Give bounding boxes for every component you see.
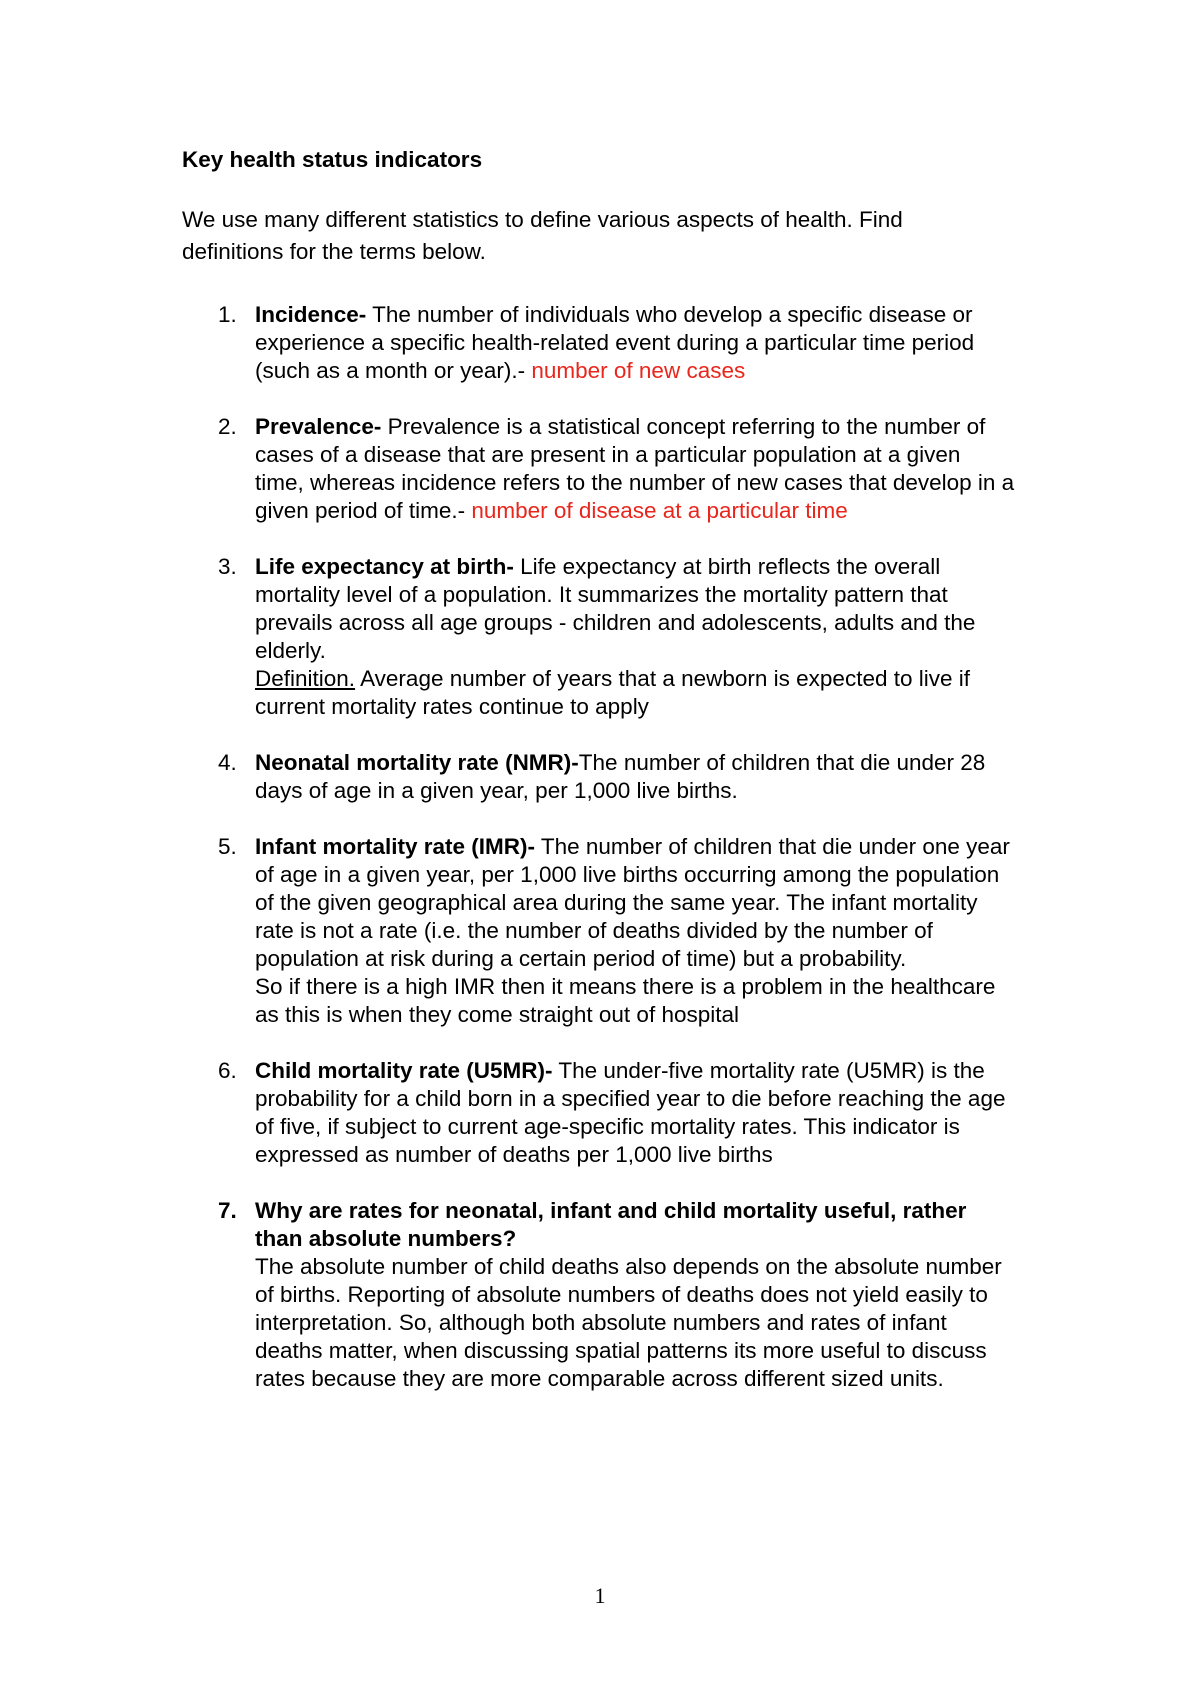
list-item-u5mr bbox=[182, 1057, 1015, 1169]
list-number: 5. bbox=[218, 834, 237, 859]
indicator-list bbox=[182, 301, 1042, 1393]
definition-text: Life expectancy at birth reflects the overall mortality level of a population. It summarizes the mortality pattern that prevails across all age groups - children and adolescents, adults and the elderly. bbox=[255, 554, 976, 663]
definition-text: The number of individuals who develop a specific disease or experience a specific health-related event during a particular time period (such as a month or year).- bbox=[255, 302, 975, 383]
term-incidence: Incidence- bbox=[255, 302, 367, 327]
document-title: Key health status indicators bbox=[182, 147, 483, 172]
list-item-nmr bbox=[182, 749, 1015, 805]
definition-text: The under-five mortality rate (U5MR) is the probability for a child born in a specified year to die before reaching the age of five, if subject to current age-specific mortality rates. This indicator is expressed as number of deaths per 1,000 live births bbox=[255, 1058, 1006, 1167]
list-number: 7. bbox=[218, 1198, 237, 1223]
document-body bbox=[182, 146, 1042, 1421]
term-prevalence: Prevalence- bbox=[255, 414, 382, 439]
list-number: 1. bbox=[218, 302, 237, 327]
definition-text: Prevalence is a statistical concept referring to the number of cases of a disease that are present in a particular population at a given time, whereas incidence refers to the number of new cases that develop in a given period of time.- bbox=[255, 414, 1015, 523]
list-number: 6. bbox=[218, 1058, 237, 1083]
list-number: 3. bbox=[218, 554, 237, 579]
red-note: number of disease at a particular time bbox=[471, 498, 848, 523]
term-imr: Infant mortality rate (IMR)- bbox=[255, 834, 536, 859]
list-number: 4. bbox=[218, 750, 237, 775]
term-u5mr: Child mortality rate (U5MR)- bbox=[255, 1058, 553, 1083]
definition-label: Definition. bbox=[255, 666, 356, 691]
term-life-expectancy: Life expectancy at birth- bbox=[255, 554, 514, 579]
list-item-life-expectancy bbox=[182, 553, 1015, 721]
answer-text: The absolute number of child deaths also depends on the absolute number of births. Reporting of absolute numbers of deaths does not yield easily to interpretation. So, although both absolute numbers and rates of infant deaths matter, when discussing spatial patterns its more useful to discuss rates because they are more comparable across different sized units. bbox=[255, 1254, 1002, 1391]
definition-detail: Average number of years that a newborn is expected to live if current mortality rates continue to apply bbox=[255, 666, 971, 719]
definition-text: The number of children that die under one year of age in a given year, per 1,000 live births occurring among the population of the given geographical area during the same year. The infant mortality rate is not a rate (i.e. the number of deaths divided by the number of population at risk during a certain period of time) but a probability. bbox=[255, 834, 1010, 971]
intro-paragraph: We use many different statistics to define various aspects of health. Find definitions for the terms below. bbox=[182, 207, 903, 264]
list-item-incidence bbox=[182, 301, 1015, 385]
definition-text: The number of children that die under 28 days of age in a given year, per 1,000 live births. bbox=[255, 750, 986, 803]
extra-note: So if there is a high IMR then it means there is a problem in the healthcare as this is when they come straight out of hospital bbox=[255, 974, 996, 1027]
list-item-prevalence bbox=[182, 413, 1015, 525]
question-heading: Why are rates for neonatal, infant and child mortality useful, rather than absolute numbers? bbox=[255, 1198, 967, 1251]
list-item-imr bbox=[182, 833, 1015, 1029]
list-number: 2. bbox=[218, 414, 237, 439]
list-item-question bbox=[182, 1197, 1015, 1393]
red-note: number of new cases bbox=[531, 358, 746, 383]
term-nmr: Neonatal mortality rate (NMR)- bbox=[255, 750, 579, 775]
page-number: 1 bbox=[594, 1583, 606, 1608]
definition-line bbox=[255, 665, 1015, 721]
